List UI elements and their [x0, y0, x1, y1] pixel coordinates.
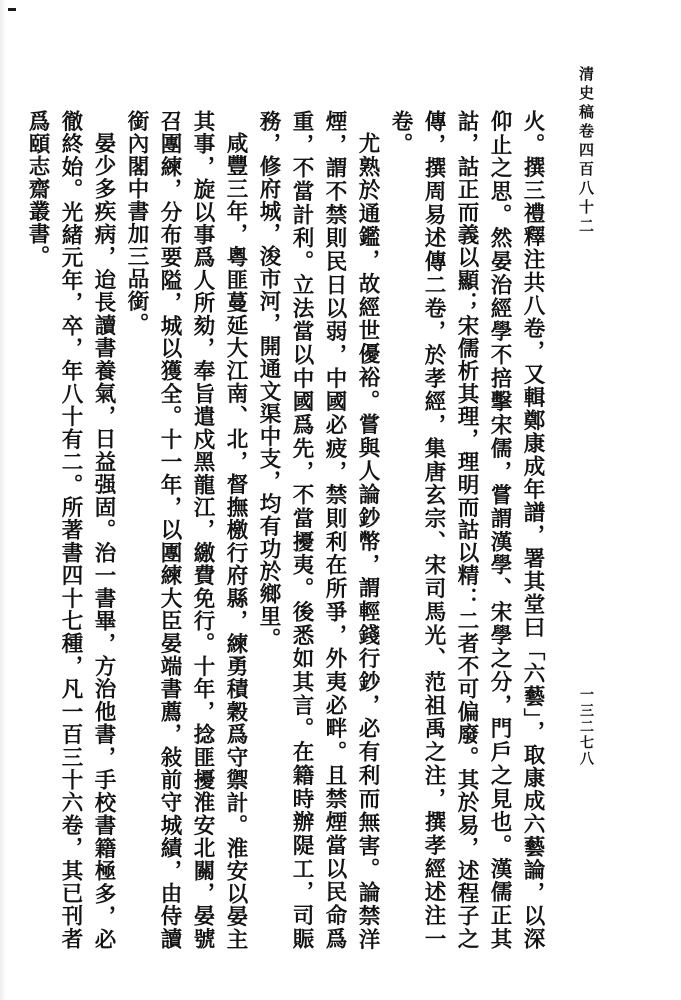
paragraph-3: 咸豐三年，粵匪蔓延大江南、北，督撫檄行府縣，練勇積穀爲守禦計。淮安以晏主其事，旋以事爲人所劾，奉旨遣戍黑龍江，繳費免行。十年，捻匪擾淮安北關，晏號召團練，分布要隘，城以獲全。十一年，以團練大臣晏端書薦，敍前守城績，由侍讀銜內閣中書加三品銜。 — [124, 110, 248, 950]
main-text-block — [25, 110, 549, 950]
corner-mark — [8, 8, 16, 11]
paragraph-1: 火。撰三禮釋注共八卷，又輯鄭康成年譜，署其堂曰「六藝」，取康成六藝論，以深仰止之思。然晏治經學不掊擊宋儒，嘗謂漢學、宋學之分，門戶之見也。漢儒正其詁，詁正而義以顯；宋儒析其理，理明而詁以精：二者不可偏廢。其於易，述程子之傳，撰周易述傳二卷，於孝經，集唐玄宗、宋司馬光、范祖禹之注，撰孝經述注一卷。 — [388, 110, 545, 950]
running-header-title: 清史稿卷四百八十二 — [577, 66, 595, 237]
page-number: 一三二七八 — [578, 687, 594, 767]
paragraph-2: 尤熟於通鑑，故經世優裕。嘗與人論鈔幣，謂輕錢行鈔，必有利而無害。論禁洋煙，謂不禁則民日以弱，中國必疲，禁則利在所爭，外夷必畔。且禁煙當以民命爲重，不當計利。立法當以中國爲先，不當擾夷。後悉如其言。在籍時辦隄工，司賑務，修府城，浚市河，開通文渠中支，均有功於鄉里。 — [256, 110, 380, 950]
page-edge-shadow — [0, 0, 6, 1000]
paragraph-4: 晏少多疾病，迨長讀書養氣，日益强固。治一書畢，方治他書，手校書籍極多，必徹終始。光緒元年，卒，年八十有二。所著書四十七種，凡一百三十六卷，其已刊者爲頤志齋叢書。 — [25, 110, 116, 950]
